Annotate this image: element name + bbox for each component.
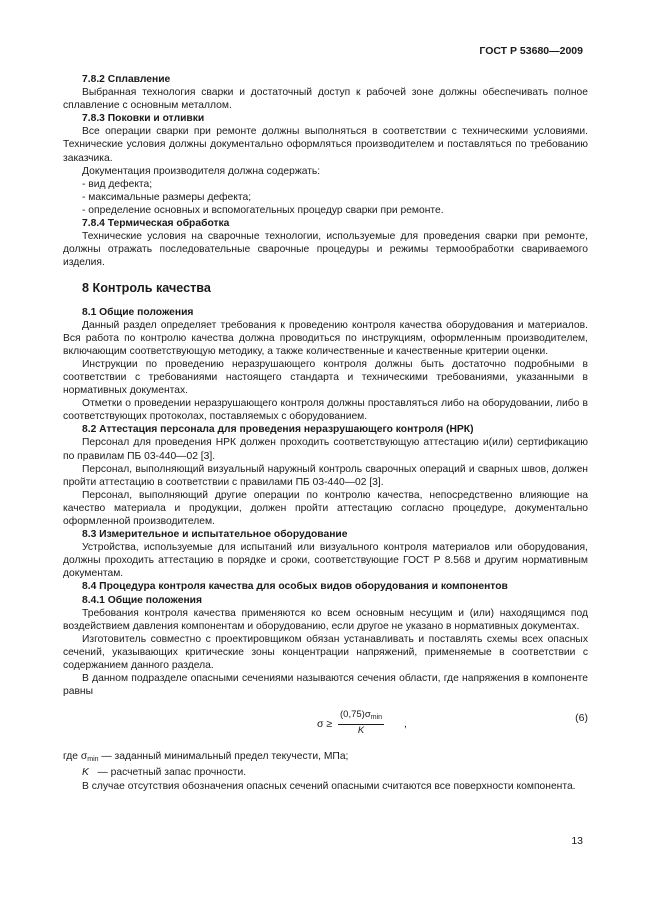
heading-8-1: 8.1 Общие положения — [82, 306, 194, 318]
standard-header: ГОСТ Р 53680—2009 — [479, 45, 583, 57]
paragraph: В случае отсутствия обозначения опасных сечений опасными считаются все поверхности компонента. — [82, 780, 576, 792]
where-line-2: K — расчетный запас прочности. — [82, 767, 247, 779]
heading-8-2: 8.2 Аттестация персонала для проведения неразрушающего контроля (НРК) — [82, 424, 474, 436]
list-item: - максимальные размеры дефекта; — [82, 191, 252, 203]
heading-8-4-1: 8.4.1 Общие положения — [82, 594, 202, 606]
list-item: - определение основных и вспомогательных процедур сварки при ремонте. — [82, 204, 444, 216]
formula-fraction — [338, 709, 384, 737]
paragraph: Отметки о проведении неразрушающего контроля должны проставляться либо на оборудовании, либо в соответствующих протоколах, поставляемых с оборудованием. — [63, 398, 588, 423]
where-line-1: где $\sigma_{min}$ — заданный минимальный предел текучести, МПа; — [63, 751, 349, 764]
formula-lhs: σ ≥ — [317, 718, 333, 731]
heading-8: 8 Контроль качества — [82, 281, 211, 296]
paragraph: В данном подразделе опасными сечениями называются сечения области, где напряжения в компоненте равны — [63, 673, 588, 698]
paragraph: Требования контроля качества применяются ко всем основным несущим и (или) находящимся под воздействием давления компонентам и оборудованию, если другое не указано в нормативных документах. — [63, 607, 588, 632]
heading-8-3: 8.3 Измерительное и испытательное оборудование — [82, 529, 348, 541]
paragraph: Выбранная технология сварки и достаточный доступ к рабочей зоне должны обеспечивать полное сплавление с основным металлом. — [63, 87, 588, 112]
paragraph: Данный раздел определяет требования к проведению контроля качества оборудования и материалов. Вся работа по контролю качества должна проводиться по инструкциям, оформленным производителем, включающим соответствующую методику, а также количественные и качественные критерии оценки. — [63, 319, 588, 357]
heading-7-8-3: 7.8.3 Поковки и отливки — [82, 113, 205, 125]
formula-numerator: $(0,75)\sigma_{min}$ — [338, 709, 384, 725]
paragraph: Персонал для проведения НРК должен проходить соответствующую аттестацию и(или) сертификацию по правилам ПБ 03-440—02 [3]. — [63, 437, 588, 462]
list-item: - вид дефекта; — [82, 178, 153, 190]
formula-denominator: K — [357, 725, 365, 737]
formula-number: (6) — [575, 712, 588, 725]
heading-8-4: 8.4 Процедура контроля качества для особых видов оборудования и компонентов — [82, 581, 508, 593]
page-body — [63, 73, 588, 793]
paragraph: Технические условия на сварочные технологии, используемые для проведения сварки при ремонте, должны отражать последовательные сварочные процедуры и режимы термообработки свариваемого изделия. — [63, 231, 588, 269]
paragraph: Персонал, выполняющий другие операции по контролю качества, непосредственно влияющие на качество материала и продукции, должен пройти аттестацию согласно процедуре, документально оформленной производителем. — [63, 489, 588, 527]
paragraph: Все операции сварки при ремонте должны выполняться в соответствии с техническими условиями. Технические условия должны документально оформляться производителем и поставляться по требованию заказчика. — [63, 126, 588, 164]
paragraph: Устройства, используемые для испытаний или визуального контроля материалов или оборудования, должны проходить аттестацию в порядке и сроки, соответствующие ГОСТ Р 8.568 и другим нормативным документам. — [63, 542, 588, 580]
paragraph: Документация производителя должна содержать: — [82, 165, 321, 177]
paragraph: Изготовитель совместно с проектировщиком обязан устанавливать и поставлять схемы всех опасных сечений, указывающих критические зоны концентрации напряжений, применяемые в соответствии с содержанием данного раздела. — [63, 633, 588, 672]
heading-7-8-4: 7.8.4 Термическая обработка — [82, 218, 230, 230]
paragraph: Персонал, выполняющий визуальный наружный контроль сварочных операций и сварных швов, должен пройти аттестацию в соответствии с правилами ПБ 03-440—02 [3]. — [63, 463, 588, 488]
page-number: 13 — [571, 835, 583, 847]
formula-6 — [63, 706, 588, 744]
heading-7-8-2: 7.8.2 Сплавление — [82, 74, 171, 85]
formula-trail: , — [404, 718, 407, 731]
paragraph: Инструкции по проведению неразрушающего контроля должны быть достаточно подробными в соответствии с требованиями настоящего стандарта и техническими требованиями, указанными в нормативных документах. — [63, 358, 588, 397]
